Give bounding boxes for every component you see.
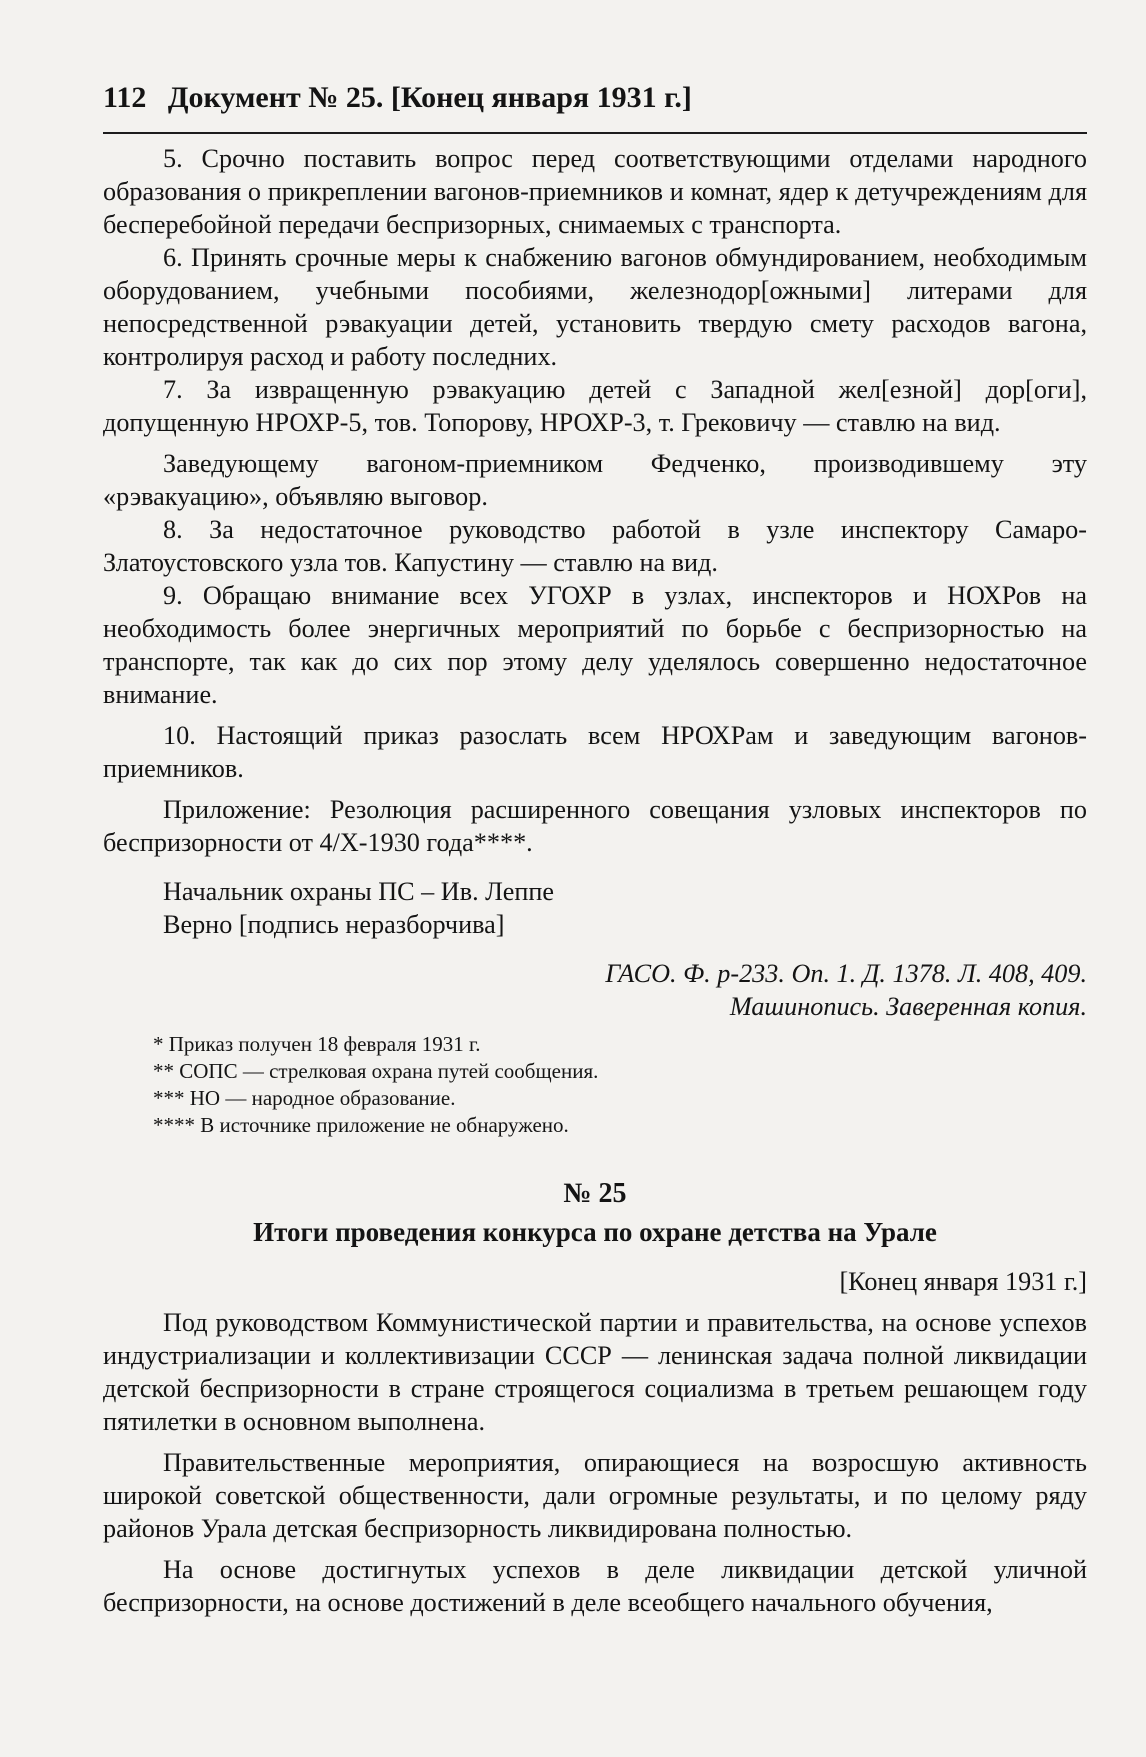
footnote-3: *** НО — народное образование. bbox=[153, 1086, 456, 1110]
document-type: Машинопись. Заверенная копия. bbox=[729, 992, 1087, 1021]
archive-reference: ГАСО. Ф. р-233. Оп. 1. Д. 1378. Л. 408, 409. bbox=[605, 959, 1087, 988]
signature-certified: Верно [подпись неразборчива] bbox=[163, 910, 505, 939]
page-number: 112 bbox=[103, 81, 147, 114]
order-item-8: 8. За недостаточное руководство работой в узле инспектору Самаро-Златоустовского узла тов. Капустину — ставлю на вид. bbox=[103, 515, 1087, 577]
document-number: № 25 bbox=[563, 1178, 627, 1209]
footnote-1: * Приказ получен 18 февраля 1931 г. bbox=[153, 1032, 481, 1056]
order-item-10: 10. Настоящий приказ разослать всем НРОХРам и заведующим вагонов-приемников. bbox=[103, 721, 1087, 783]
document-title: Итоги проведения конкурса по охране детства на Урале bbox=[253, 1217, 937, 1247]
doc25-paragraph-3: На основе достигнутых успехов в деле ликвидации детской уличной беспризорности, на основе достижений в деле всеобщего начального обучения, bbox=[103, 1555, 1087, 1617]
footnote-4: **** В источнике приложение не обнаружено. bbox=[153, 1113, 569, 1137]
order-item-7: 7. За извращенную рэвакуацию детей с Западной жел[езной] дор[оги], допущенную НРОХР-5, тов. Топорову, НРОХР-3, т. Грековичу — ставлю на вид. bbox=[103, 375, 1087, 437]
doc25-paragraph-1: Под руководством Коммунистической партии и правительства, на основе успехов индустриализации и коллективизации СССР — ленинская задача полной ликвидации детской беспризорности в стране строящегося социализма в третьем решающем году пятилетки в основном выполнена. bbox=[103, 1308, 1087, 1436]
footnote-2: ** СОПС — стрелковая охрана путей сообщения. bbox=[153, 1059, 599, 1083]
running-header bbox=[103, 80, 1087, 116]
doc25-paragraph-2: Правительственные мероприятия, опирающиеся на возросшую активность широкой советской общественности, дали огромные результаты, и по целому ряду районов Урала детская беспризорность ликвидирована полностью. bbox=[103, 1448, 1087, 1543]
order-item-6: 6. Принять срочные меры к снабжению вагонов обмундированием, необходимым оборудованием, учебными пособиями, железнодор[ожными] литерами для непосредственной рэвакуации детей, установить твердую смету расходов вагона, контролируя расход и работу последних. bbox=[103, 243, 1087, 371]
order-item-5: 5. Срочно поставить вопрос перед соответствующими отделами народного образования о прикреплении вагонов-приемников и комнат, ядер к детучреждениям для бесперебойной передачи беспризорных, снимаемых с транспорта. bbox=[103, 144, 1087, 239]
header-title: Документ № 25. [Конец января 1931 г.] bbox=[167, 81, 692, 114]
order-item-7-reprimand: Заведующему вагоном-приемником Федченко, производившему эту «рэвакуацию», объявляю выговор. bbox=[103, 449, 1087, 511]
header-rule bbox=[103, 132, 1087, 134]
footnotes bbox=[103, 1031, 1087, 1139]
signature-chief: Начальник охраны ПС – Ив. Леппе bbox=[163, 877, 555, 906]
appendix-note: Приложение: Резолюция расширенного совещания узловых инспекторов по беспризорности от 4/Х-1930 года****. bbox=[103, 795, 1087, 857]
order-item-9: 9. Обращаю внимание всех УГОХР в узлах, инспекторов и НОХРов на необходимость более энергичных мероприятий по борьбе с беспризорностью на транспорте, так как до сих пор этому делу уделялось совершенно недостаточное внимание. bbox=[103, 581, 1087, 709]
page-body bbox=[103, 142, 1087, 1619]
document-date: [Конец января 1931 г.] bbox=[839, 1267, 1087, 1296]
